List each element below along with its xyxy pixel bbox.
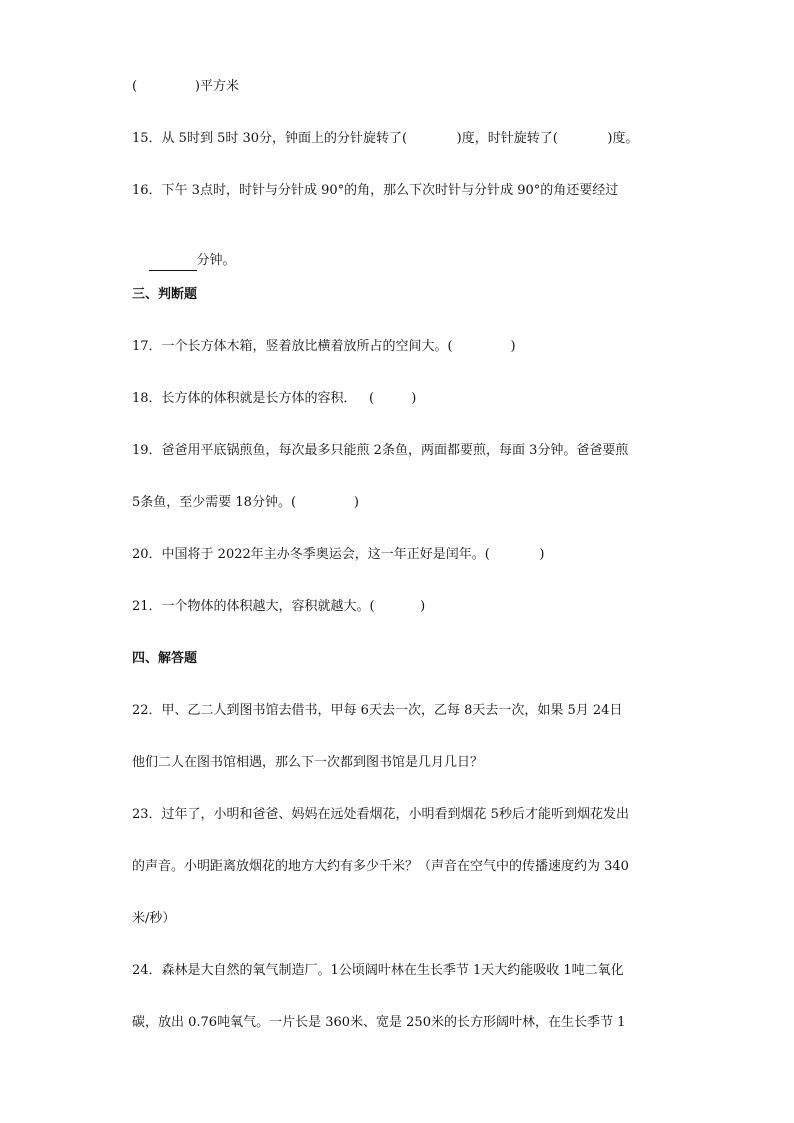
question-16-cont — [132, 234, 664, 268]
section-heading-judgement: 三、判断题 — [132, 287, 198, 302]
section-heading-answers: 四、解答题 — [132, 651, 198, 666]
question-21: 21．一个物体的体积越大，容积就越大。( ) — [132, 599, 426, 614]
question-17: 17．一个长方体木箱，竖着放比横着放所占的空间大。( ) — [132, 339, 516, 354]
question-19-cont: 5条鱼，至少需要 18分钟。( ) — [132, 495, 359, 510]
question-23-cont: 的声音。小明距离放烟花的地方大约有多少千米？（声音在空气中的传播速度约为 340 — [132, 859, 629, 874]
question-22-cont: 他们二人在图书馆相遇，那么下一次都到图书馆是几月几日？ — [132, 755, 484, 770]
question-16-unit: 分钟。 — [196, 253, 236, 268]
question-23: 23．过年了，小明和爸爸、妈妈在远处看烟花，小明看到烟花 5秒后才能听到烟花发出 — [132, 807, 629, 822]
question-16: 16．下午 3点时，时针与分针成 90°的角，那么下次时针与分针成 90°的角还要经过 — [132, 183, 619, 198]
question-20: 20．中国将于 2022年主办冬季奥运会，这一年正好是闰年。( ) — [132, 547, 545, 562]
question-15: 15．从 5时到 5时 30分，钟面上的分针旋转了( )度，时针旋转了( )度。 — [132, 131, 639, 146]
question-24-cont: 碳，放出 0.76吨氧气。一片长是 360米、宽是 250米的长方形阔叶林，在生长季节 1 — [132, 1015, 626, 1030]
q14-answer-line: ( )平方米 — [132, 79, 239, 94]
question-24: 24．森林是大自然的氧气制造厂。1公顷阔叶林在生长季节 1天大约能吸收 1吨二氧化 — [132, 963, 624, 978]
question-23-unit: 米/秒） — [132, 911, 176, 926]
question-19: 19．爸爸用平底锅煎鱼，每次最多只能煎 2条鱼，两面都要煎，每面 3分钟。爸爸要煎 — [132, 443, 629, 458]
answer-blank — [149, 252, 197, 271]
question-22: 22．甲、乙二人到图书馆去借书，甲每 6天去一次，乙每 8天去一次，如果 5月 24日 — [132, 703, 623, 718]
question-18: 18．长方体的体积就是长方体的容积． ( ) — [132, 391, 417, 406]
